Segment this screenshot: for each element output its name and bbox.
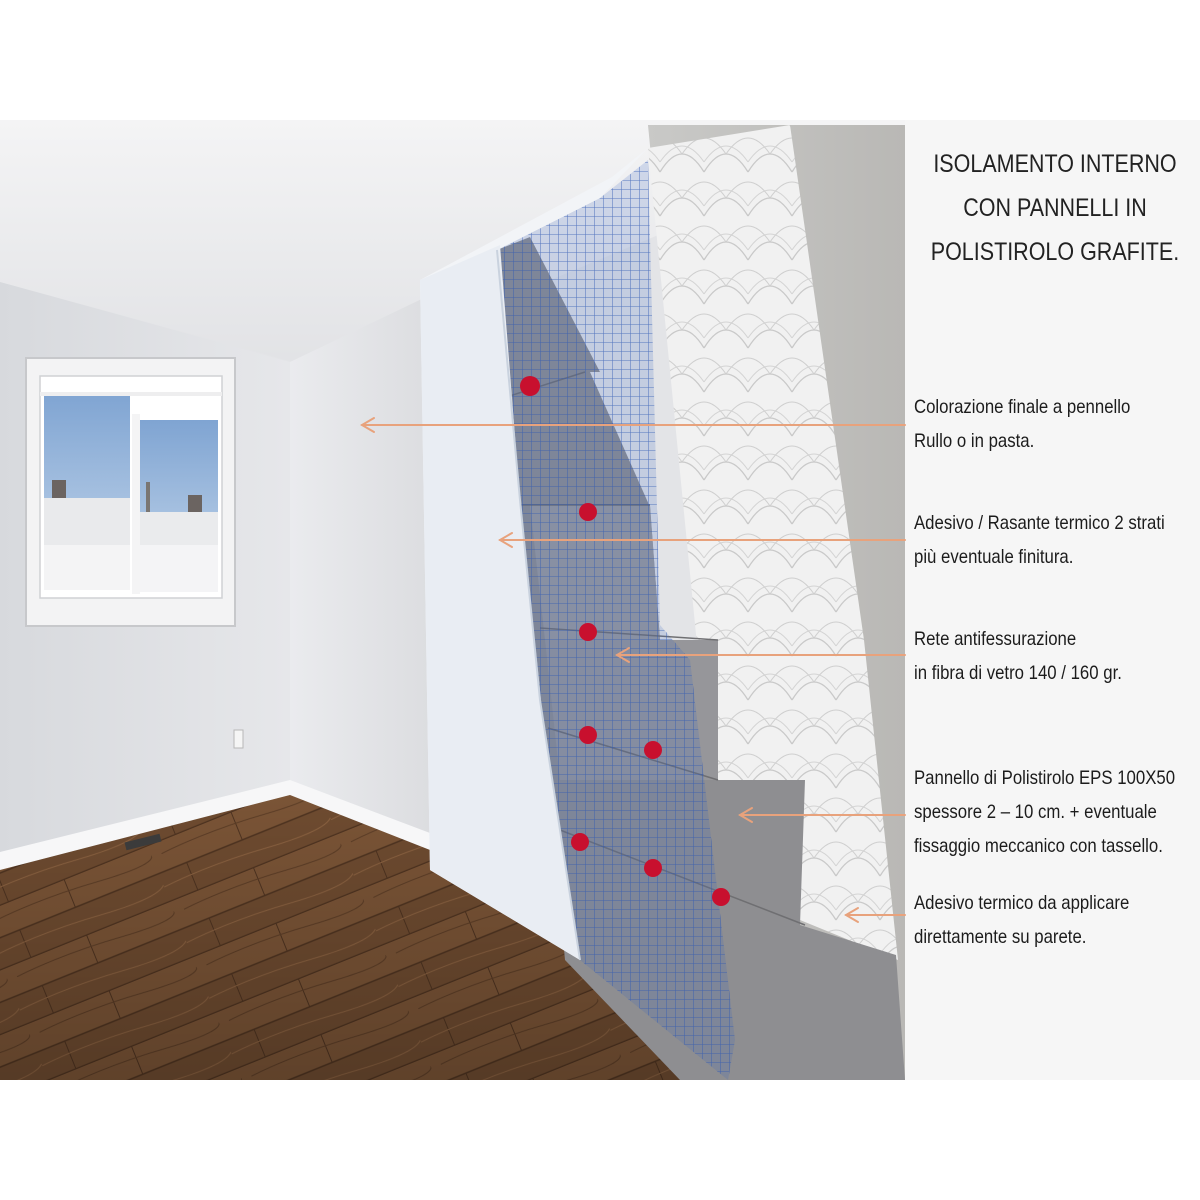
window bbox=[26, 358, 235, 626]
label-line: spessore 2 – 10 cm. + eventuale bbox=[914, 801, 1157, 823]
label-line: più eventuale finitura. bbox=[914, 546, 1074, 568]
label-thermal-adhesive bbox=[914, 886, 1200, 954]
red-dot-icon bbox=[712, 888, 730, 906]
title-line: POLISTIROLO GRAFITE. bbox=[930, 238, 1180, 266]
label-eps-panel bbox=[914, 761, 1200, 863]
label-finish-coloring bbox=[914, 390, 1200, 458]
label-line: Adesivo / Rasante termico 2 strati bbox=[914, 512, 1165, 534]
label-line: fissaggio meccanico con tassello. bbox=[914, 835, 1163, 857]
label-line: direttamente su parete. bbox=[914, 926, 1087, 948]
side-wall bbox=[290, 295, 430, 850]
label-fiberglass-mesh bbox=[914, 622, 1200, 690]
label-adhesive-skim-coat bbox=[914, 506, 1200, 574]
label-line: Pannello di Polistirolo EPS 100X50 bbox=[914, 767, 1176, 789]
label-line: Rullo o in pasta. bbox=[914, 430, 1035, 452]
label-line: Colorazione finale a pennello bbox=[914, 396, 1131, 418]
label-line: in fibra di vetro 140 / 160 gr. bbox=[914, 662, 1122, 684]
red-dot-icon bbox=[579, 726, 597, 744]
title-line: ISOLAMENTO INTERNO bbox=[933, 150, 1177, 178]
diagram-title bbox=[910, 142, 1200, 274]
red-dot-icon bbox=[520, 376, 540, 396]
label-line: Rete antifessurazione bbox=[914, 628, 1077, 650]
red-dot-icon bbox=[644, 741, 662, 759]
red-dot-icon bbox=[579, 503, 597, 521]
wall-outlet bbox=[234, 730, 243, 748]
red-dot-icon bbox=[644, 859, 662, 877]
red-dot-icon bbox=[579, 623, 597, 641]
title-line: CON PANNELLI IN bbox=[963, 194, 1147, 222]
label-line: Adesivo termico da applicare bbox=[914, 892, 1130, 914]
red-dot-icon bbox=[571, 833, 589, 851]
